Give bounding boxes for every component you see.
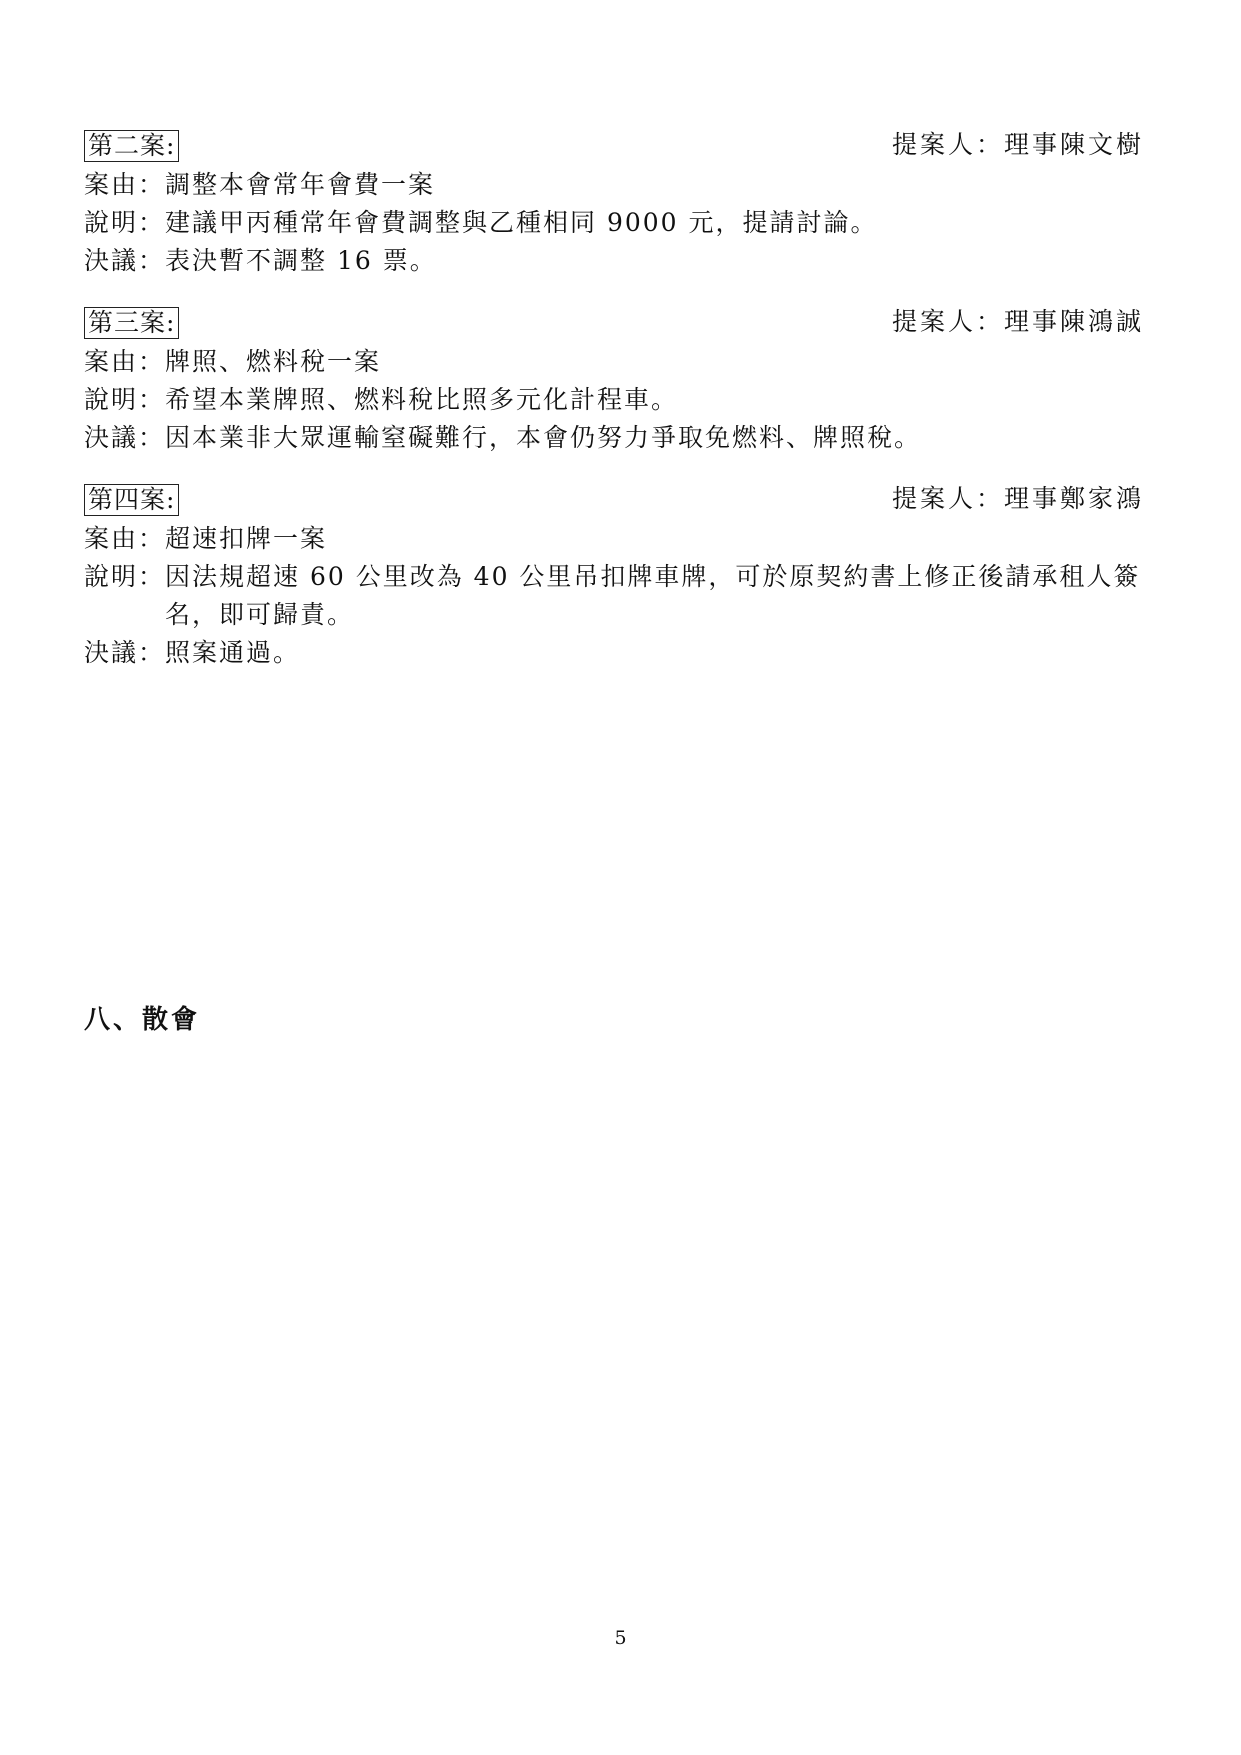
case-title: 第二案: [84, 130, 179, 162]
case-proposer: 提案人：理事陳文樹 [891, 130, 1144, 159]
resolution-text: 表決暫不調整 16 票。 [165, 246, 437, 275]
resolution-text: 照案通過。 [165, 638, 301, 667]
resolution-label: 決議： [84, 638, 166, 667]
reason-label: 案由： [84, 524, 166, 553]
explanation-text: 希望本業牌照、燃料稅比照多元化計程車。 [165, 385, 679, 414]
reason-text: 調整本會常年會費一案 [165, 170, 436, 199]
explanation-text: 因法規超速 60 公里改為 40 公里吊扣牌車牌，可於原契約書上修正後請承租人簽名，即可歸責。 [165, 562, 1141, 629]
case-header [84, 307, 1144, 343]
section-heading-adjournment: 八、散會 [84, 1005, 201, 1035]
explanation-label: 說明： [84, 385, 166, 414]
case-reason-row [84, 166, 1144, 204]
case-proposer: 提案人：理事陳鴻誠 [891, 307, 1144, 336]
case-title: 第三案: [84, 307, 179, 339]
case-header [84, 484, 1144, 520]
resolution-label: 決議： [84, 246, 166, 275]
case-proposer: 提案人：理事鄭家鴻 [891, 484, 1144, 513]
reason-text: 超速扣牌一案 [165, 524, 328, 553]
case-explanation-row [84, 204, 1144, 242]
case-resolution-row [84, 634, 1144, 672]
reason-text: 牌照、燃料稅一案 [165, 347, 382, 376]
case-2 [84, 130, 1144, 280]
resolution-text: 因本業非大眾運輸窒礙難行，本會仍努力爭取免燃料、牌照稅。 [165, 423, 922, 452]
explanation-label: 說明： [84, 562, 166, 591]
reason-label: 案由： [84, 170, 166, 199]
case-explanation-row [84, 381, 1144, 419]
case-reason-row [84, 343, 1144, 381]
page-number: 5 [614, 1627, 627, 1649]
explanation-text: 建議甲丙種常年會費調整與乙種相同 9000 元，提請討論。 [165, 208, 878, 237]
case-4 [84, 484, 1144, 672]
case-resolution-row [84, 419, 1144, 457]
case-title: 第四案: [84, 484, 179, 516]
case-header [84, 130, 1144, 166]
case-explanation-row [84, 558, 1144, 634]
case-resolution-row [84, 242, 1144, 280]
case-reason-row [84, 520, 1144, 558]
resolution-label: 決議： [84, 423, 166, 452]
explanation-label: 說明： [84, 208, 166, 237]
reason-label: 案由： [84, 347, 166, 376]
case-3 [84, 307, 1144, 457]
